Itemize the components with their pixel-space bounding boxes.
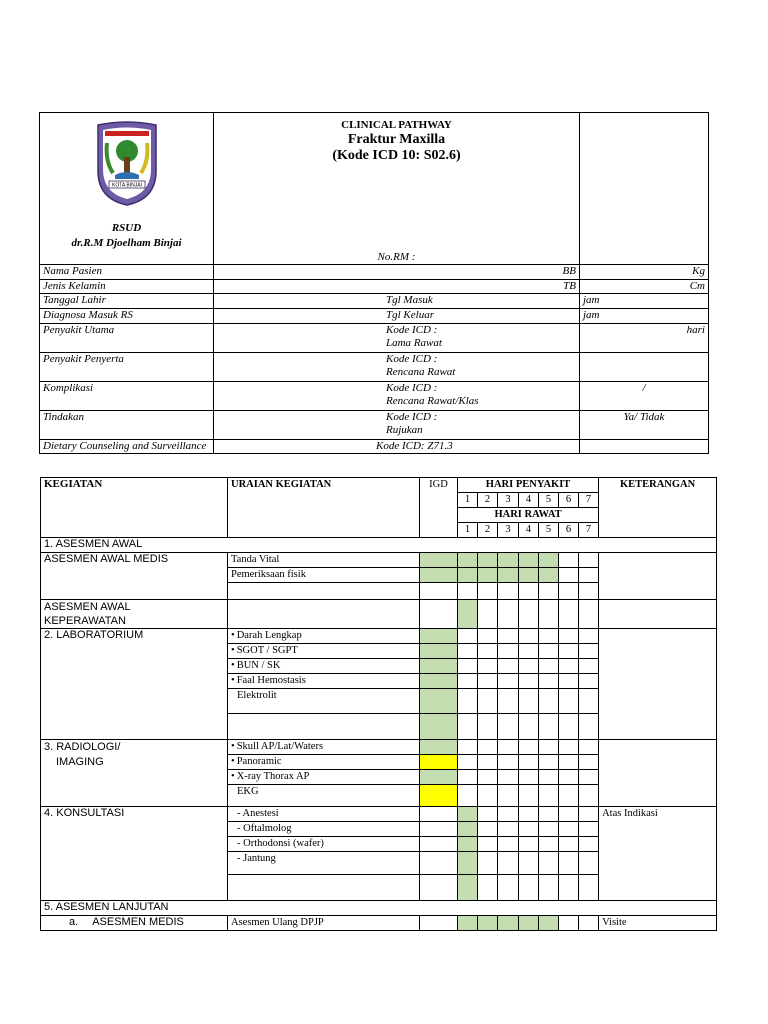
unit-jam-keluar: jam xyxy=(580,309,709,324)
item-xray-thorax: • X-ray Thorax AP xyxy=(228,770,420,785)
item-sgot-sgpt: • SGOT / SGPT xyxy=(228,644,420,659)
table-row xyxy=(40,323,709,352)
table-row xyxy=(41,538,717,553)
item-asesmen-ulang-dpjp: Asesmen Ulang DPJP xyxy=(228,916,420,931)
label-kode-icd-3: Kode ICD : xyxy=(386,381,438,394)
table-row xyxy=(40,352,709,381)
item-faal-hemostasis: • Faal Hemostasis xyxy=(228,674,420,689)
item-ekg: EKG xyxy=(228,785,420,807)
label-penyakit-penyerta: Penyakit Penyerta xyxy=(40,352,214,381)
item-jantung: - Jantung xyxy=(228,852,420,875)
asesmen-awal-medis: ASESMEN AWAL MEDIS xyxy=(41,553,228,600)
day-2: 2 xyxy=(478,493,498,508)
hospital-logo-cell xyxy=(40,113,214,265)
table-row xyxy=(40,439,709,454)
table-row xyxy=(41,807,717,822)
doc-title-1: CLINICAL PATHWAY xyxy=(341,119,452,131)
item-tanda-vital: Tanda Vital xyxy=(228,553,420,568)
table-row xyxy=(41,916,717,931)
doc-title-3: (Kode ICD 10: S02.6) xyxy=(332,148,461,163)
day-4: 4 xyxy=(519,493,539,508)
item-orthodonsi: - Orthodonsi (wafer) xyxy=(228,837,420,852)
rujukan-ya-tidak: Ya/ Tidak xyxy=(580,410,709,439)
section-radiologi-2: IMAGING xyxy=(56,756,104,768)
day-5: 5 xyxy=(539,493,559,508)
item-skull: • Skull AP/Lat/Waters xyxy=(228,740,420,755)
section-asesmen-awal: 1. ASESMEN AWAL xyxy=(41,538,717,553)
unit-kg: Kg xyxy=(580,265,709,280)
label-tb: TB xyxy=(214,279,580,294)
item-anestesi: - Anestesi xyxy=(228,807,420,822)
day-1: 1 xyxy=(458,493,478,508)
table-row xyxy=(41,478,717,493)
dietary-blank xyxy=(580,439,709,454)
section-konsultasi: 4. KONSULTASI xyxy=(41,807,228,901)
sec5a-num: a. xyxy=(69,916,79,928)
label-tindakan: Tindakan xyxy=(40,410,214,439)
table-row xyxy=(41,740,717,755)
section-radiologi-1: 3. RADIOLOGI/ xyxy=(44,741,121,753)
table-row xyxy=(41,553,717,568)
section-laboratorium: 2. LABORATORIUM xyxy=(41,629,228,740)
doc-title-2: Fraktur Maxilla xyxy=(347,132,446,147)
label-rujukan: Rujukan xyxy=(386,423,423,436)
col-hari-rawat: HARI RAWAT xyxy=(458,508,599,523)
sec5a-label: ASESMEN MEDIS xyxy=(92,916,184,928)
table-row xyxy=(41,901,717,916)
day-3: 3 xyxy=(498,493,519,508)
section-asesmen-lanjutan: 5. ASESMEN LANJUTAN xyxy=(41,901,717,916)
table-row xyxy=(40,294,709,309)
hospital-name-line2: dr.R.M Djoelham Binjai xyxy=(71,237,182,249)
klas-separator: / xyxy=(580,381,709,410)
patient-header-table xyxy=(39,112,709,454)
item-pemeriksaan-fisik: Pemeriksaan fisik xyxy=(228,568,420,583)
rawat-day-7: 7 xyxy=(579,523,599,538)
col-kegiatan: KEGIATAN xyxy=(41,478,228,538)
label-tgl-masuk: Tgl Masuk xyxy=(214,294,580,309)
rawat-day-2: 2 xyxy=(478,523,498,538)
table-row xyxy=(41,600,717,629)
asesmen-kep-line1: ASESMEN AWAL xyxy=(44,601,131,613)
table-row xyxy=(40,309,709,324)
note-atas-indikasi: Atas Indikasi xyxy=(599,807,717,901)
day-6: 6 xyxy=(559,493,579,508)
label-rencana-rawat-klas: Rencana Rawat/Klas xyxy=(386,394,479,407)
city-emblem-icon xyxy=(95,121,159,207)
label-lama-rawat: Lama Rawat xyxy=(386,336,442,349)
label-rencana-rawat: Rencana Rawat xyxy=(386,365,456,378)
item-oftalmolog: - Oftalmolog xyxy=(228,822,420,837)
label-kode-icd-4: Kode ICD : xyxy=(386,410,438,423)
rawat-day-5: 5 xyxy=(539,523,559,538)
col-keterangan: KETERANGAN xyxy=(599,478,717,538)
col-igd: IGD xyxy=(420,478,458,538)
asesmen-kep-line2: KEPERAWATAN xyxy=(44,615,126,627)
label-kode-icd-1: Kode ICD : xyxy=(386,323,438,336)
rencana-rawat-value xyxy=(580,352,709,381)
rawat-day-3: 3 xyxy=(498,523,519,538)
rawat-day-4: 4 xyxy=(519,523,539,538)
label-bb: BB xyxy=(214,265,580,280)
label-komplikasi: Komplikasi xyxy=(40,381,214,410)
label-tanggal-lahir: Tanggal Lahir xyxy=(40,294,214,309)
col-hari-penyakit: HARI PENYAKIT xyxy=(458,478,599,493)
no-rm-label: No.RM : xyxy=(377,251,416,263)
rawat-day-6: 6 xyxy=(559,523,579,538)
item-darah-lengkap: • Darah Lengkap xyxy=(228,629,420,644)
hospital-name-line1: RSUD xyxy=(111,222,142,234)
activities-table xyxy=(40,477,717,931)
table-row xyxy=(40,265,709,280)
table-row xyxy=(40,381,709,410)
label-dietary: Dietary Counseling and Surveillance xyxy=(40,439,214,454)
item-bun-sk: • BUN / SK xyxy=(228,659,420,674)
unit-cm: Cm xyxy=(580,279,709,294)
unit-jam-masuk: jam xyxy=(580,294,709,309)
rawat-day-1: 1 xyxy=(458,523,478,538)
item-elektrolit: Elektrolit xyxy=(228,689,420,714)
label-kode-icd-2: Kode ICD : xyxy=(386,352,438,365)
label-diagnosa-masuk: Diagnosa Masuk RS xyxy=(40,309,214,324)
col-uraian: URAIAN KEGIATAN xyxy=(228,478,420,538)
label-nama-pasien: Nama Pasien xyxy=(40,265,214,280)
label-kode-icd-z713: Kode ICD: Z71.3 xyxy=(214,439,580,454)
unit-hari: hari xyxy=(580,323,709,352)
label-penyakit-utama: Penyakit Utama xyxy=(40,323,214,352)
label-jenis-kelamin: Jenis Kelamin xyxy=(40,279,214,294)
table-row xyxy=(41,629,717,644)
logo-text: KOTA BINJAI xyxy=(111,182,142,189)
header-blank-cell xyxy=(580,113,709,265)
label-tgl-keluar: Tgl Keluar xyxy=(214,309,580,324)
title-cell xyxy=(214,113,580,265)
table-row xyxy=(40,279,709,294)
note-visite: Visite xyxy=(599,916,717,931)
day-7: 7 xyxy=(579,493,599,508)
table-row xyxy=(40,410,709,439)
item-panoramic: • Panoramic xyxy=(228,755,420,770)
